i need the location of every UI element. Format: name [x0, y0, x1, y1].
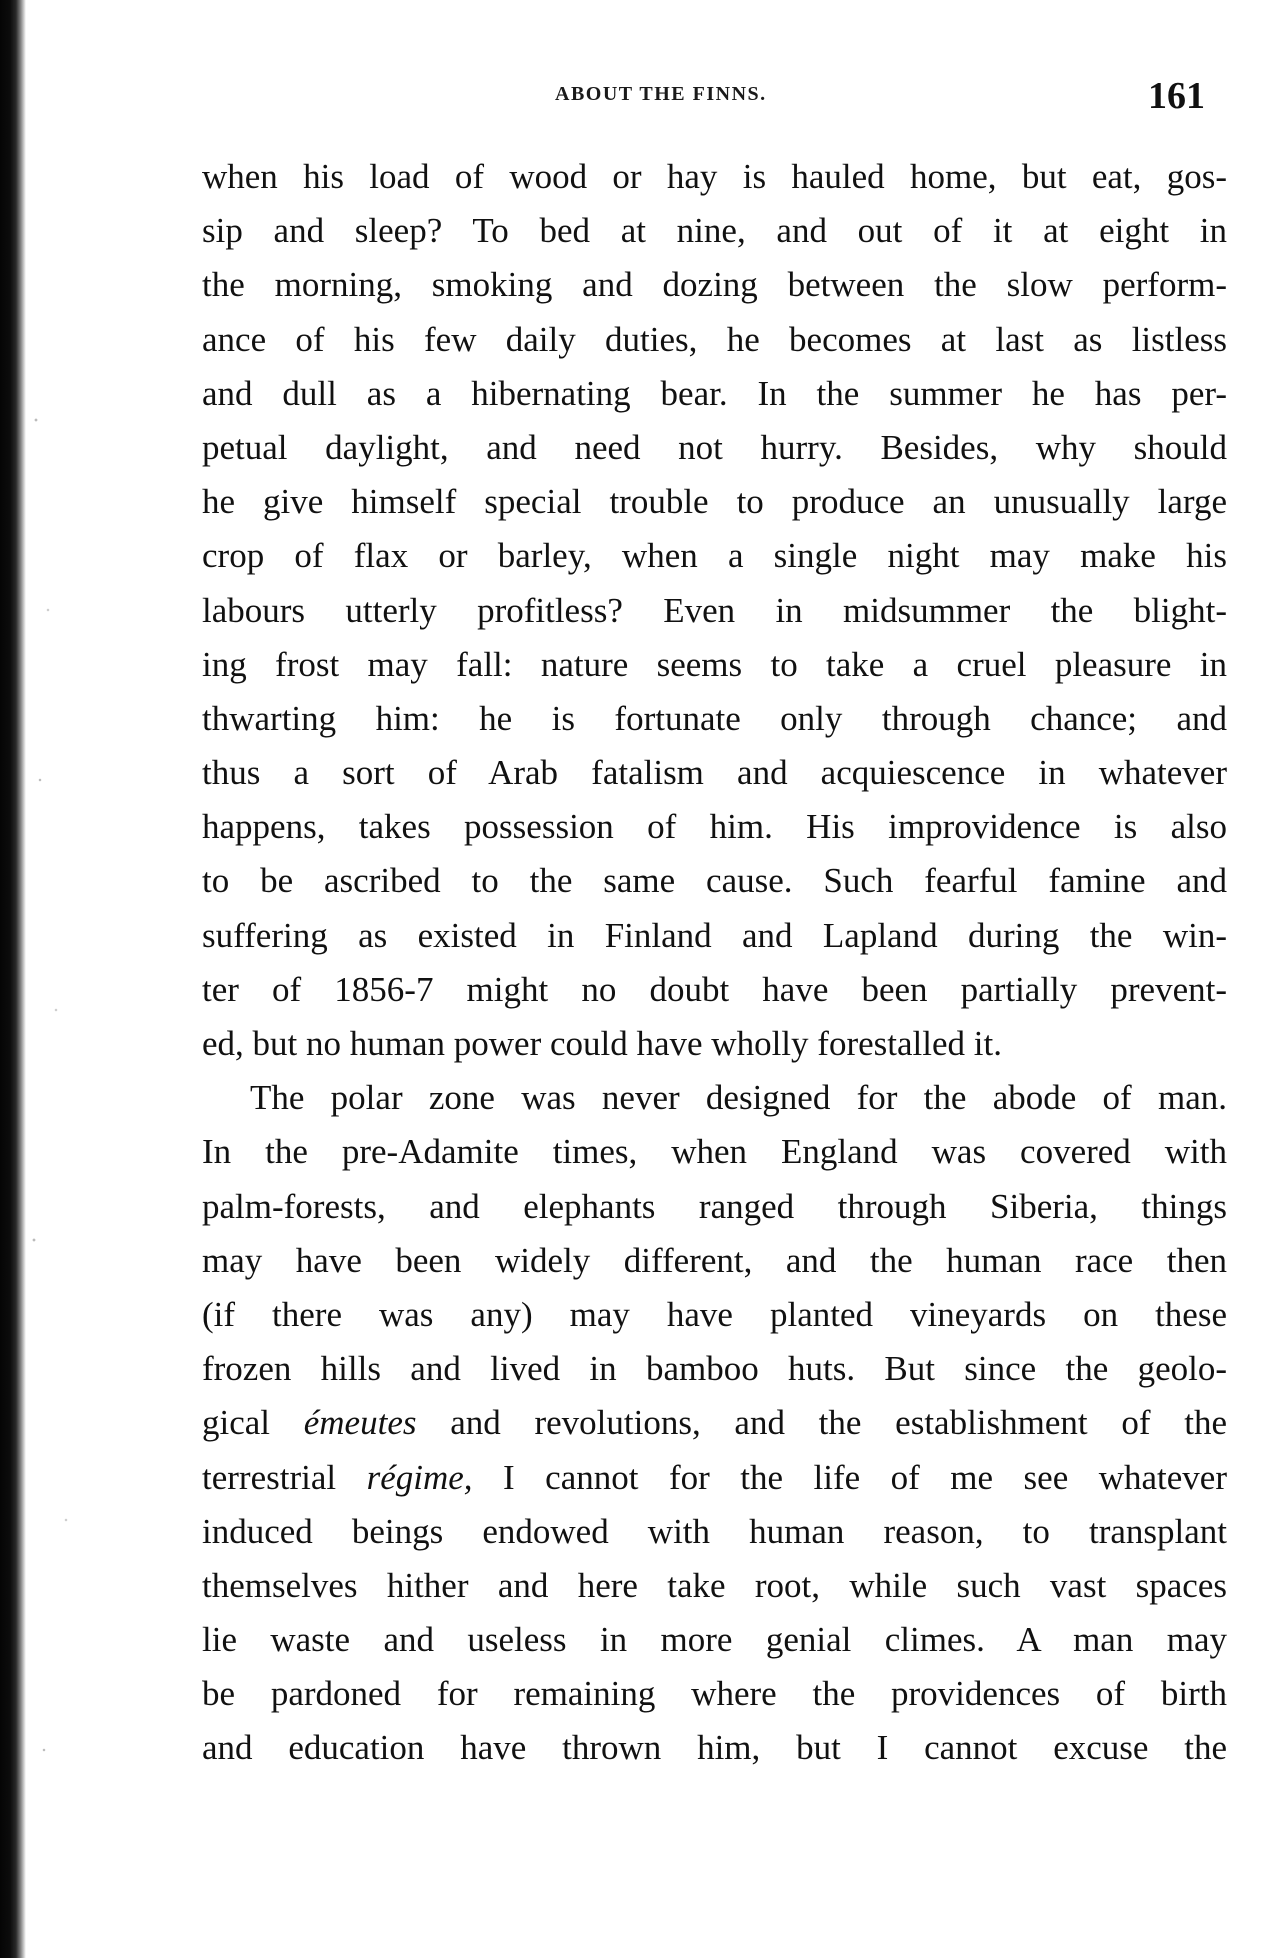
text-line: crop of flax or barley, when a single night may make his — [202, 536, 1227, 576]
text-run: and revolutions, and the establishment of the — [416, 1403, 1227, 1443]
text-line: thus a sort of Arab fatalism and acquiescence in whatever — [202, 753, 1227, 793]
text-run: I cannot for the life of me see whatever — [472, 1457, 1227, 1497]
text-line: he give himself special trouble to produce an unusually large — [202, 482, 1227, 522]
text-line: suffering as existed in Finland and Lapland during the win- — [202, 915, 1227, 955]
text-line: may have been widely different, and the human race then — [202, 1240, 1227, 1280]
text-line: to be ascribed to the same cause. Such fearful famine and — [202, 861, 1227, 901]
text-line: labours utterly profitless? Even in midsummer the blight- — [202, 590, 1227, 630]
text-line: themselves hither and here take root, while such vast spaces — [202, 1565, 1227, 1605]
text-line: sip and sleep? To bed at nine, and out of it at eight in — [202, 211, 1227, 251]
binding-edge — [0, 0, 26, 1958]
text-line: palm-forests, and elephants ranged through Siberia, things — [202, 1186, 1227, 1226]
text-line: induced beings endowed with human reason, to transplant — [202, 1511, 1227, 1551]
text-line: happens, takes possession of him. His improvidence is also — [202, 807, 1227, 847]
text-line: the morning, smoking and dozing between the slow perform- — [202, 265, 1227, 305]
text-line: ed, but no human power could have wholly forestalled it. — [202, 1024, 1002, 1063]
paragraph-2 — [202, 1071, 1227, 1775]
text-line: (if there was any) may have planted vineyards on these — [202, 1294, 1227, 1334]
text-line: frozen hills and lived in bamboo huts. But since the geolo- — [202, 1349, 1227, 1389]
text-line: be pardoned for remaining where the providences of birth — [202, 1674, 1227, 1714]
text-line-with-italic — [202, 1451, 1227, 1505]
text-line: ance of his few daily duties, he becomes at last as listless — [202, 319, 1227, 359]
text-line: and dull as a hibernating bear. In the summer he has per- — [202, 373, 1227, 413]
text-run: gical — [202, 1403, 304, 1443]
text-line: In the pre-Adamite times, when England was covered with — [202, 1132, 1227, 1172]
text-line: and education have thrown him, but I cannot excuse the — [202, 1728, 1227, 1768]
italic-word: régime, — [366, 1457, 473, 1497]
scan-specks — [26, 0, 86, 1958]
text-line-with-italic — [202, 1396, 1227, 1450]
text-line: petual daylight, and need not hurry. Besides, why should — [202, 427, 1227, 467]
text-line: when his load of wood or hay is hauled home, but eat, gos- — [202, 157, 1227, 196]
body-text — [202, 150, 1227, 1776]
text-line: The polar zone was never designed for the abode of man. — [250, 1078, 1227, 1118]
text-run: terrestrial — [202, 1457, 367, 1497]
text-line: ter of 1856-7 might no doubt have been partially prevent- — [202, 969, 1227, 1009]
italic-word: émeutes — [303, 1403, 417, 1443]
text-line: ing frost may fall: nature seems to take a cruel pleasure in — [202, 644, 1227, 684]
paragraph-1 — [202, 150, 1227, 1071]
running-head: ABOUT THE FINNS. — [555, 83, 767, 105]
text-line: lie waste and useless in more genial climes. A man may — [202, 1620, 1227, 1660]
page-number: 161 — [1148, 75, 1205, 117]
text-line: thwarting him: he is fortunate only through chance; and — [202, 698, 1227, 738]
